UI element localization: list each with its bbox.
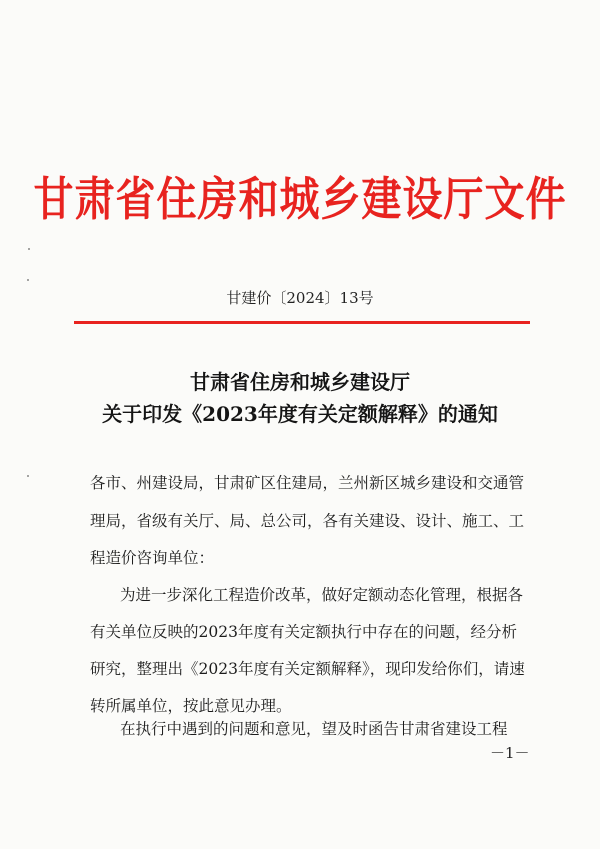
body-line: 各市、州建设局，甘肃矿区住建局，兰州新区城乡建设和交通管: [90, 474, 525, 492]
red-divider-line: [74, 321, 530, 324]
body-line: 理局，省级有关厅、局、总公司，各有关建设、设计、施工、工: [90, 512, 525, 530]
body-line: 为进一步深化工程造价改革，做好定额动态化管理，根据各: [120, 586, 524, 604]
issuer-header-title: 甘肃省住房和城乡建设厅文件: [33, 173, 567, 227]
body-line: 有关单位反映的2023年度有关定额执行中存在的问题，经分析: [90, 623, 517, 641]
body-line: 转所属单位，按此意见办理。: [90, 697, 292, 715]
body-line: 程造价咨询单位：: [90, 549, 215, 567]
notice-title-line2: 关于印发《2023年度有关定额解释》的通知: [102, 402, 498, 426]
notice-title-line1: 甘肃省住房和城乡建设厅: [190, 370, 410, 394]
document-number: 甘建价〔2024〕13号: [226, 289, 374, 307]
body-line: 研究，整理出《2023年度有关定额解释》，现印发给你们，请速: [90, 660, 525, 678]
body-line: 在执行中遇到的问题和意见，望及时函告甘肃省建设工程: [120, 720, 508, 738]
scan-speck: [27, 279, 29, 281]
page-number: －1－: [490, 744, 530, 762]
scan-speck: [27, 475, 29, 477]
scan-speck: [28, 248, 30, 250]
